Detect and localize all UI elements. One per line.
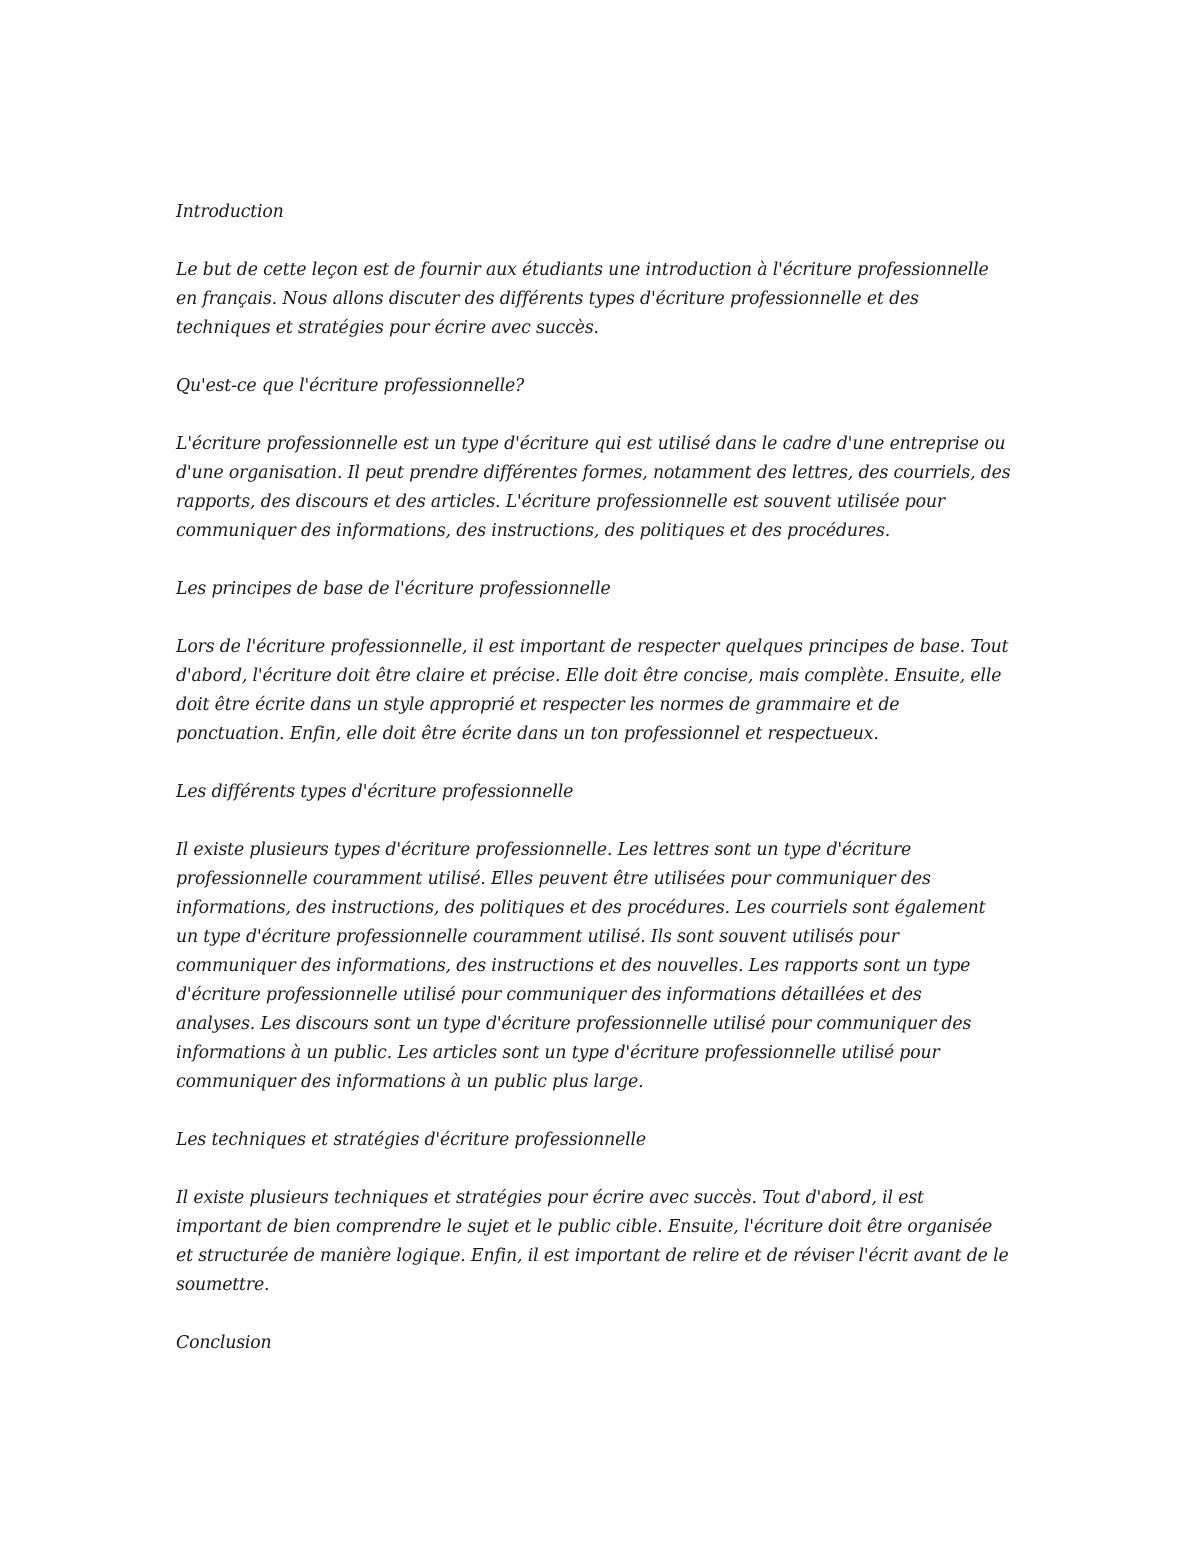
paragraph-techniques: Il existe plusieurs techniques et stratégies pour écrire avec succès. Tout d'abord, il est important de bien comprendre le sujet et le public cible. Ensuite, l'écriture doit être organisée et structurée de manière logique. Enfin, il est important de relire et de réviser l'écrit avant de le soumettre. — [176, 1188, 1009, 1295]
document-body — [176, 198, 1028, 1387]
section-heading-conclusion: Conclusion — [176, 1333, 272, 1353]
section-heading-definition: Qu'est-ce que l'écriture professionnelle? — [176, 376, 525, 396]
paragraph-principles: Lors de l'écriture professionnelle, il est important de respecter quelques principes de base. Tout d'abord, l'écriture doit être claire et précise. Elle doit être concise, mais complète. Ensuite, elle doit être écrite dans un style approprié et respecter les normes de grammaire et de ponctuation. Enfin, elle doit être écrite dans un ton professionnel et respectueux. — [176, 637, 1009, 744]
section-heading-principles: Les principes de base de l'écriture professionnelle — [176, 579, 611, 599]
section-heading-techniques: Les techniques et stratégies d'écriture professionnelle — [176, 1130, 646, 1150]
paragraph-introduction: Le but de cette leçon est de fournir aux étudiants une introduction à l'écriture professionnelle en français. Nous allons discuter des différents types d'écriture professionnelle et des techniques et stratégies pour écrire avec succès. — [176, 260, 989, 338]
section-heading-types: Les différents types d'écriture professionnelle — [176, 782, 574, 802]
section-heading-introduction: Introduction — [176, 202, 284, 222]
paragraph-definition: L'écriture professionnelle est un type d'écriture qui est utilisé dans le cadre d'une entreprise ou d'une organisation. Il peut prendre différentes formes, notamment des lettres, des courriels, des rapports, des discours et des articles. L'écriture professionnelle est souvent utilisée pour communiquer des informations, des instructions, des politiques et des procédures. — [176, 434, 1011, 541]
paragraph-types: Il existe plusieurs types d'écriture professionnelle. Les lettres sont un type d'écriture professionnelle couramment utilisé. Elles peuvent être utilisées pour communiquer des informations, des instructions, des politiques et des procédures. Les courriels sont également un type d'écriture professionnelle couramment utilisé. Ils sont souvent utilisés pour communiquer des informations, des instructions et des nouvelles. Les rapports sont un type d'écriture professionnelle utilisé pour communiquer des informations détaillées et des analyses. Les discours sont un type d'écriture professionnelle utilisé pour communiquer des informations à un public. Les articles sont un type d'écriture professionnelle utilisé pour communiquer des informations à un public plus large. — [176, 840, 986, 1092]
